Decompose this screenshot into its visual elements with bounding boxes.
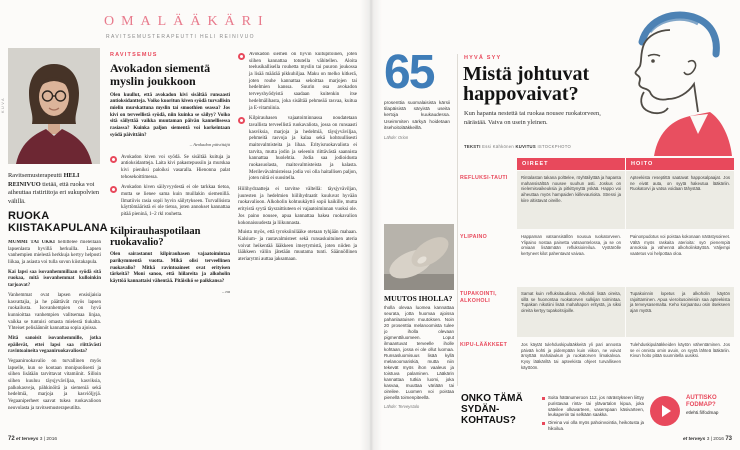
answer-marker-icon [238,53,245,60]
table-header-hoito: HOITO [626,158,734,170]
answer-item [238,52,357,112]
page-number: 72 [8,436,15,442]
row-label: KIPU-LÄÄKKEET [460,342,508,348]
heart-bullets [542,395,644,434]
intro-post: tietää, että ruoka voi aiheuttaa ristiriitoja eri sukupolvien välillä. [8,180,100,205]
answer-item [110,155,230,182]
intro-pre: Ravitsemusterapeutti [8,172,62,179]
table-cell: Apteekista reseptittä saatavat happosalpaajat. Jos ne eivät auta, on syytä hakeutua lääkäriin. Ruokatorvi ja vatsa voidaan tähystää. [626,171,734,229]
page-gutter [360,0,382,450]
section-subtitle: RAVITSEMUSTERAPEUTTI HELI REINIVUO [106,34,255,40]
article3-signature: – na [221,288,230,294]
hands-photo [384,224,454,290]
paragraph: Vanhemmat ovat lapsen ensisijaisia kasvattajia, ja he päättävät myös lapsen ruokailusta. Isovanhempien on hyvä kunnioittaa vanhempien valitsemaa linjaa, vaikka se tuntuisi omasta mielestä tiukalta. Yhteiset pelisäännöt kannattaa sopia ajoissa. [8,292,101,332]
row-label: TUPAKOINTI, ALKOHOLI [460,291,497,304]
table-corner [460,158,516,170]
fodmap-promo [686,395,738,415]
intro-text [8,172,101,207]
heart-box-title: ONKO TÄMÄ SYDÄN-KOHTAUS? [461,393,523,426]
answer-marker-icon [110,156,117,163]
table-cell: Jos käytät tulehduskipulääkkeitä yli pari annosta päivää kohti ja pidempään kuin viikon, ne voivat ärsyttää mahalaukun ja ruokatorven limakalvoa. Kysy lääkäriltä tai apteekista ohjeet turvalliseen käyttöön. [521,342,621,370]
feature-byline [464,144,571,149]
answer-text: Kilpirauhasen vajaatoiminnassa noudatetaan tavallista terveellistä ruokavaliota, jossa on runsaasti kasviksia, marjoja ja hedelmiä, täysjyväviljaa, pehmeitä rasvoja ja kalaa sekä kohtuullisesti maitovalmisteita ja lihaa. Erityisruokavaliota ei tarvita, mutta jodin ja seleenin riittävästä saannista kannattaa huolehtia. Jodia saa jodioidusta ruokasuolasta, maitovalmisteista ja kalasta. Merilevävalmisteissa jodia voi olla haitallisen paljon, joten niitä ei suositella. [249,116,357,182]
article2-question: Olen kuullut, että avokadon kivi sisältää runsaasti antioksidantteja. Voiko kuoritun kiven syödä turvallisin mielin murskattuna myslin tai smoothien seassa? Jos kivi on terveellistä syödä, niin kuinka se säilyy? Voiko sitä säilyttää vaikka muutaman päivän kannellisessa rasiassa? Kuinka paljon siementä voi korkeintaan syödä päivittäin? [110,92,230,138]
magazine-name: et terveys [16,437,39,442]
answer-text: Avokadon kiven voi syödä. Se sisältää kuituja ja antioksidantteja. Laita kivi pakastepussiin ja murskaa kivi pieniksi paloiksi vasaralla. Hienonna palat tehosekoittimessa. [121,154,230,180]
portrait-illustration [8,48,100,164]
symptoms-table [460,158,734,386]
paragraph: Vegaaniruokavalio on turvallinen myös lapselle, kun se kootaan monipuolisesti ja siihen lisätään tarvittavat vitamiinit. Silloin siihen kuuluu täysjyväviljaa, kasviksia, palkokasveja, pähkinöitä ja siemeniä sekä hedelmiä, marjoja ja kasviöljyjä. Vegaaniperheet saavat tukea ruokavalioon neuvolasta ja ravitsemusterapeutilta. [8,359,101,411]
article2-title: Avokadon siementä myslin joukkoon [110,61,211,88]
article2-kicker: RAVITSEMUS [110,52,158,58]
table-cell: Painonpudotus voi poistaa kokonaan närästysoireet. Vältä myös raskaita aterioita: syö pienempiä annoksia ja vähennä alkoholinkäyttöä. Väljempi vaatetus voi helpottaa oloa. [630,234,730,257]
table-header-oireet: OIREET [517,158,625,170]
play-arrow-icon [650,396,680,426]
issue-number: 3 | 2016 [706,437,724,442]
hands-illustration [384,224,454,290]
section-title: OMALÄÄKÄRI [104,14,270,29]
bullet-item: Oireina voi olla myös pahoinvointia, heikotusta ja hikoilua. [542,420,644,432]
portrait-photo [8,48,100,164]
issue-number: 3 | 2016 [39,437,58,442]
byline-label: TEKSTI [464,144,481,149]
feature-deck: Kun hapanta nestettä tai ruokaa nousee ruokatorveen, närästää. Vaiva on usein yleinen. [464,110,601,126]
table-cell: Samat kuin refluksitaudissa. Alkoholi lisää oireita, sillä se huonontaa ruokatorven sulkijan toimintaa. Tupakan nikotiini lisää mahahapon eritystä, ja siksi oireita kertyy tupakoitsijoille. [517,287,625,337]
intro-name: HELI REINIVUO [8,172,80,188]
page-number: 73 [725,436,732,442]
magazine-name: et terveys [682,437,706,442]
footer-left [8,436,57,442]
answer-item [238,116,357,183]
skin-text: Iholla olevaa luomea kannattaa seurata, jotta huomaa ajoissa pahanlaatuisen muutoksen. Noin 20 prosenttia melanoomista tulee jo iholla olevaan pigmenttiluomeen. Loput ilmaantuvat terveelle iholle kohtaan, jossa ei ole ollut luomaa. Runsasluomisuus lisää kyllä melanoomariskiä, mutta niin tekevät myös ihon vaaleus ja toistuva palaminen. Lääkärin kannattaa tutkia luomi, joka kasvaa, muuttaa väriään tai oireilee. Luomen voi poistaa pienellä toimenpiteellä. [384,305,454,401]
paragraph: Kai lapsi saa isovanhemmillaan syödä sitä ruokaa, mitä isovanhemmat kulloinkin tarjoavat? [8,269,101,289]
table-cell: Happaman vatsansisällön nousua ruokatorveen. Ylipaino nostaa painetta vatsaontelossa, ja se on omiaan lisäämään refluksioireilua. Vyötärölle kertyneet kilot pahentavat vaivaa. [521,234,621,257]
stat-text: prosenttia suomalaisista kärsii tilapäisistä säryistä useita kertoja kuukaudessa. Useimmiten särkyä hoidetaan itsehoitolääkkeillä. [384,99,450,131]
answer-text: Avokadon siemen on hyvin kuitupitoinen, joten siihen kannattaa totutella vähitellen. Aloita teelusikallisella rouhetta myslin tai puuron joukossa ja lisää määrää pikkuhiljaa. Maku on melko kitkerä, joten rouhe kannattaa sekoittaa marjojen tai hedelmien kanssa. Suurin osa avokadon terveyshyödyistä saadaan kuitenkin itse hedelmälihasta, joka sisältää pehmeää rasvaa, kuitua ja E-vitamiinia. [249,52,357,111]
row-label: YLIPAINO [460,234,488,240]
feature-kicker: HYVÄ SYY [464,55,502,61]
byline-name: ISTOCKPHOTO [537,144,572,149]
byline-label: KUVITUS [515,144,536,149]
answer-item [110,185,230,218]
table-cell: Tulehduskipulääkkeiden käytön vähentäminen. Jos se ei onnistu omin avuin, on syytä lähteä lääkäriin. Kivun hoito pitää suunnitella uusiksi. [630,342,730,359]
left-column-2 [110,52,230,432]
left-column-3 [238,52,357,432]
answer-marker-icon [238,117,245,124]
promo-title: AUTTISKO FODMAP? [686,395,717,408]
paragraph: MUMMI TAI UKKI hellittelee mielellään lapsenlasta hyvillä herkuilla. Lapsen vanhempien mielestä herkkuja kertyy helposti liikaa, ja asiasta voi tulla suvun kiistakapula. [8,240,101,266]
feature-title: Mistä johtuvat happovaivat? [463,63,590,106]
article1-title: RUOKA KIISTAKAPULANA [8,210,108,235]
footer-right [683,436,732,442]
paragraph: Muista myös, että tyroksiinilääke otetaan tyhjään mahaan. Kalsium- ja rautavalmisteet sekä runsaskuituinen ateria voivat heikentää lääkkeen imeytymistä, joten niiden ja lääkkeen väliin jätetään muutama tunti. Säännöllinen ateriarytmi auttaa jaksamaan. [238,230,357,262]
article3-question: Olen sairastanut kilpirauhasen vajaatoimintaa parikymmentä vuotta. Mikä olisi terveellinen ruokavalio? Mitkä ravintoaineet ovat erityisen tärkeitä? Moni sanoo, että hiilareita ja alkoholin käyttöä kannattaisi vähentää. Pitäisikö se paikkansa? [110,252,230,285]
man-head-drawing [612,6,734,156]
paragraph: Hiilihydraatteja ei tarvitse vältellä: täysjyväviljan, juuresten ja hedelmien hiilihydraatit kuuluvat hyvään ruokavalioon. Alkoholin kohtuukäyttö sopii kaikille, mutta erityistä syytä täysraittiuteen ei vajaatoiminnan vuoksi ole. Jos paino nousee, apua kannattaa hakea ruokavalion kokonaisuudesta ja liikunnasta. [238,187,357,226]
byline-name: Essi Kähkönen [482,144,515,149]
man-illustration [612,6,734,156]
row-label: REFLUKSI-TAUTI [460,175,508,181]
column-divider [457,54,458,386]
paragraph: Mitä sanoisit isovanhemmille, jotka epäilevät, ettei lapsi saa riittävästi ravintoaineita vegaaniruokavaliosta? [8,335,101,355]
answer-marker-icon [110,186,117,193]
stat-source: Lähde: Orion [384,134,409,140]
table-cell: Rintalastan takana polttelee, röyhtäilyttää ja hapanta mahansisältöä nousee suuhun asti. Joskus on nielemisvaikeuksia ja pitkittynyttä yskää. Happo voi aiheuttaa myös hampaiden kiillevaurioita. Stressi ja kiire altistavat oireille. [517,171,625,229]
answer-text: Avokadon kiven säilyvyydestä ei ole tarkkaa tietoa, mutta se lienee sama kuin muillakin siemenillä. Ilmatiivis rasia sopii hyvin säilytykseen. Turvallisista käyttömääristä ei ole tietoa, joten annokset kannattaa pitää pieninä, 1–2 rkl rouhetta. [121,185,230,217]
left-column-1 [8,240,101,432]
promo-url-link[interactable]: etlehti.fi/fodmap [686,410,719,416]
skin-title: MUUTOS IHOLLA? [384,294,453,303]
stat-number: 65 [384,46,434,99]
article2-signature: – Avokadon päivittäjä [189,142,230,148]
bullet-item: Soita hätänumeroon 112, jos närästykseen liittyy puristavaa rinta- tai ylävartalon kipua, joka säteilee olkavarteen, vasempaan käsivarteen, leukaperiin tai selkään saakka. [542,395,644,418]
skin-article [384,294,454,428]
stat-block [384,46,450,140]
table-cell: Tupakoinnin lopetus ja alkoholin käytön rajoittaminen. Apua vieroitusoireisiin saa apteekista ja terveysasemalta. Keho korjaantuu osin itsekseen ajan myötä. [626,287,734,337]
article3-title: Kilpirauhaspotilaan ruokavalio? [110,225,201,249]
skin-source: Lähde: Terveystalo [384,404,420,410]
photo-credit: KUVA [1,96,5,114]
